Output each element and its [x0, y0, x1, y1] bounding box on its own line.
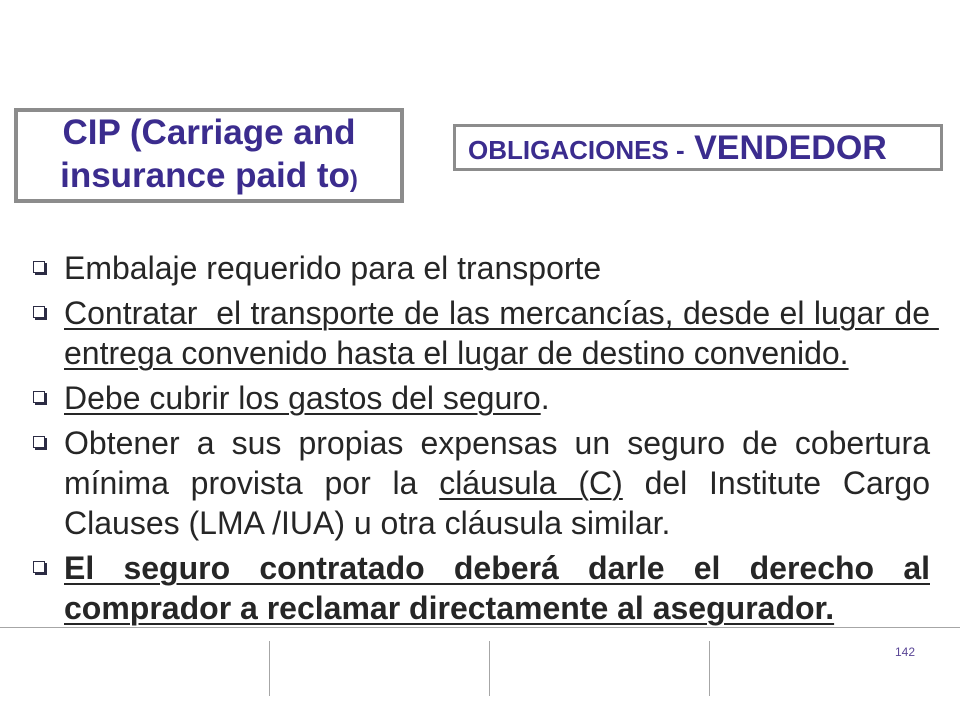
list-item — [64, 293, 939, 373]
item-text: del Institute Cargo Clauses (LMA /IUA) u otra cláusula similar. — [64, 465, 931, 541]
hollow-square-bullet-icon — [33, 391, 45, 403]
list-item — [64, 378, 930, 418]
slide-title-text: CIP (Carriage and insurance paid to — [60, 112, 356, 195]
hollow-square-bullet-icon — [33, 261, 45, 273]
underlined-text: Debe cubrir los gastos del seguro — [64, 380, 541, 416]
underlined-text: Contratar el transporte de las mercancías, desde el lugar de entrega convenido hasta el lugar de destino convenido. — [64, 295, 939, 371]
footer-separator — [489, 641, 490, 696]
footer-divider — [0, 627, 960, 628]
party-label: VENDEDOR — [694, 129, 887, 167]
bullet-list — [64, 248, 939, 633]
footer-separator — [269, 641, 270, 696]
hollow-square-bullet-icon — [33, 436, 45, 448]
list-item — [64, 423, 930, 543]
underlined-text: cláusula (C) — [439, 465, 623, 501]
obligations-label: OBLIGACIONES - — [468, 135, 685, 165]
item-text: . — [540, 380, 550, 416]
list-item — [64, 548, 930, 628]
title-box — [14, 108, 404, 203]
slide-title — [18, 111, 400, 201]
item-text: Obtener a sus propias expensas un seguro de cobertura mínima provista por la — [64, 425, 930, 501]
footer-separator — [709, 641, 710, 696]
page-number: 142 — [895, 645, 916, 659]
bold-underlined-text: El seguro contratado deberá darle el derecho al comprador a reclamar directamente al asegurador. — [64, 550, 930, 626]
obligations-box — [453, 124, 943, 171]
item-text: Embalaje requerido para el transporte — [64, 250, 602, 286]
slide-title-close-paren: ) — [349, 165, 358, 193]
hollow-square-bullet-icon — [33, 306, 45, 318]
list-item — [64, 248, 930, 288]
hollow-square-bullet-icon — [33, 561, 45, 573]
